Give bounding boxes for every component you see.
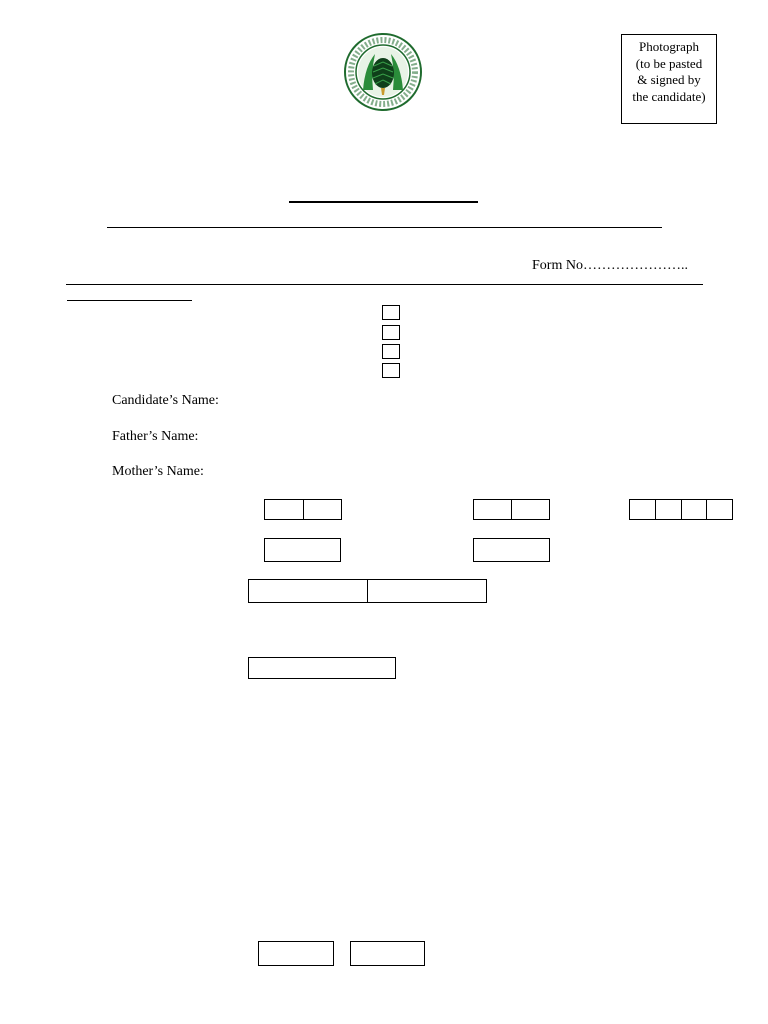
father-name-label: Father’s Name: [112,429,199,444]
photo-box-line-4: the candidate) [632,88,706,104]
month-input-boxes[interactable] [473,499,550,520]
day-input-boxes[interactable] [264,499,342,520]
input-box-left[interactable] [264,538,341,562]
form-number [532,258,688,274]
subtitle-rule [107,227,662,228]
option-checkbox-4[interactable] [382,363,400,378]
input-box-right[interactable] [473,538,550,562]
photo-box-line-1: Photograph [639,39,699,54]
option-checkbox-3[interactable] [382,344,400,359]
photo-box-line-3: & signed by [637,72,701,87]
bottom-input-box-2[interactable] [350,941,425,966]
input-cell[interactable] [655,500,681,519]
form-number-dots: ………………….. [582,258,688,273]
form-number-label: Form No [532,258,583,273]
photograph-box[interactable] [621,34,717,124]
section-rule [66,284,703,285]
option-checkbox-1[interactable] [382,305,400,320]
photo-box-line-2: (to be pasted [635,55,703,71]
input-cell[interactable] [681,500,707,519]
year-input-boxes[interactable] [629,499,733,520]
input-cell[interactable] [630,500,655,519]
option-checkbox-2[interactable] [382,325,400,340]
input-cell[interactable] [367,580,486,602]
institute-logo [343,32,423,112]
input-cell[interactable] [474,500,511,519]
split-input-box[interactable] [248,579,487,603]
input-cell[interactable] [511,500,549,519]
mother-name-label: Mother’s Name: [112,464,204,479]
candidate-name-label: Candidate’s Name: [112,393,219,408]
input-cell[interactable] [265,500,303,519]
input-cell[interactable] [303,500,342,519]
wide-input-box[interactable] [248,657,396,679]
input-cell[interactable] [706,500,732,519]
input-cell[interactable] [249,580,367,602]
bottom-input-box-1[interactable] [258,941,334,966]
emblem-icon [343,32,423,112]
title-underline [289,201,478,203]
section-heading-underline [67,300,192,301]
